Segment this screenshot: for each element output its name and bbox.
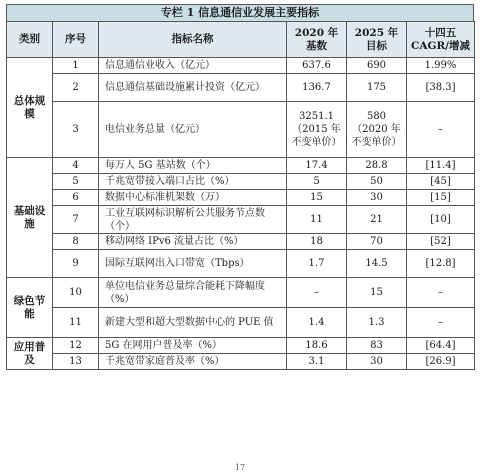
indicator-table (6, 21, 475, 370)
name-cell: 信息通信基础设施累计投资（亿元） (99, 74, 287, 102)
header-row (7, 22, 475, 58)
number-cell: 11 (53, 308, 99, 338)
header-cagr-change: 十四五 CAGR/增减 (407, 22, 475, 58)
change-cell: – (407, 278, 475, 308)
target-cell: 30 (347, 354, 407, 370)
table-row (7, 158, 475, 174)
target-cell: 83 (347, 338, 407, 354)
number-cell: 13 (53, 354, 99, 370)
page-number: 17 (234, 463, 246, 472)
change-cell: [45] (407, 174, 475, 190)
header-number: 序号 (53, 22, 99, 58)
name-cell: 电信业务总量（亿元） (99, 102, 287, 158)
change-cell: – (407, 102, 475, 158)
header-category: 类别 (7, 22, 53, 58)
number-cell: 1 (53, 58, 99, 74)
base-cell: 3.1 (287, 354, 347, 370)
base-cell: 3251.1（2015 年不变单价） (287, 102, 347, 158)
target-cell: 690 (347, 58, 407, 74)
header-2025-target: 2025 年目标 (347, 22, 407, 58)
name-cell: 移动网络 IPv6 流量占比（%） (99, 234, 287, 250)
base-cell: – (287, 278, 347, 308)
target-cell: 28.8 (347, 158, 407, 174)
base-cell: 17.4 (287, 158, 347, 174)
table-row (7, 354, 475, 370)
target-cell: 580（2020 年不变单价） (347, 102, 407, 158)
base-cell: 5 (287, 174, 347, 190)
table-caption: 专栏 1 信息通信业发展主要指标 (6, 4, 474, 21)
number-cell: 7 (53, 206, 99, 234)
table-row (7, 190, 475, 206)
change-cell: [15] (407, 190, 475, 206)
change-cell: 1.99% (407, 58, 475, 74)
base-cell: 637.6 (287, 58, 347, 74)
change-cell: [64.4] (407, 338, 475, 354)
table-row (7, 250, 475, 278)
header-2020-base: 2020 年基数 (287, 22, 347, 58)
target-cell: 14.5 (347, 250, 407, 278)
number-cell: 9 (53, 250, 99, 278)
target-cell: 70 (347, 234, 407, 250)
table-row (7, 278, 475, 308)
target-cell: 15 (347, 278, 407, 308)
table-row (7, 58, 475, 74)
table-row (7, 102, 475, 158)
name-cell: 每万人 5G 基站数（个） (99, 158, 287, 174)
base-cell: 18.6 (287, 338, 347, 354)
table-row (7, 74, 475, 102)
target-cell: 1.3 (347, 308, 407, 338)
category-cell: 总体规模 (7, 58, 53, 158)
target-cell: 175 (347, 74, 407, 102)
table-row (7, 338, 475, 354)
change-cell: – (407, 308, 475, 338)
change-cell: [10] (407, 206, 475, 234)
table-row (7, 308, 475, 338)
base-cell: 15 (287, 190, 347, 206)
name-cell: 国际互联网出入口带宽（Tbps） (99, 250, 287, 278)
number-cell: 4 (53, 158, 99, 174)
category-cell: 绿色节能 (7, 278, 53, 338)
number-cell: 6 (53, 190, 99, 206)
category-cell: 基础设施 (7, 158, 53, 278)
number-cell: 5 (53, 174, 99, 190)
table-row (7, 174, 475, 190)
category-cell: 应用普及 (7, 338, 53, 370)
base-cell: 136.7 (287, 74, 347, 102)
name-cell: 工业互联网标识解析公共服务节点数（个） (99, 206, 287, 234)
header-indicator-name: 指标名称 (99, 22, 287, 58)
name-cell: 数据中心标准机架数（万） (99, 190, 287, 206)
name-cell: 千兆宽带家庭普及率（%） (99, 354, 287, 370)
base-cell: 1.7 (287, 250, 347, 278)
name-cell: 单位电信业务总量综合能耗下降幅度（%） (99, 278, 287, 308)
change-cell: [38.3] (407, 74, 475, 102)
number-cell: 10 (53, 278, 99, 308)
table-row (7, 234, 475, 250)
table-row (7, 206, 475, 234)
change-cell: [11.4] (407, 158, 475, 174)
indicator-table-panel (6, 4, 474, 370)
name-cell: 信息通信业收入（亿元） (99, 58, 287, 74)
name-cell: 千兆宽带接入端口占比（%） (99, 174, 287, 190)
target-cell: 50 (347, 174, 407, 190)
change-cell: [26.9] (407, 354, 475, 370)
base-cell: 18 (287, 234, 347, 250)
base-cell: 11 (287, 206, 347, 234)
change-cell: [52] (407, 234, 475, 250)
target-cell: 30 (347, 190, 407, 206)
base-cell: 1.4 (287, 308, 347, 338)
number-cell: 3 (53, 102, 99, 158)
name-cell: 5G 在网用户普及率（%） (99, 338, 287, 354)
change-cell: [12.8] (407, 250, 475, 278)
number-cell: 8 (53, 234, 99, 250)
target-cell: 21 (347, 206, 407, 234)
number-cell: 12 (53, 338, 99, 354)
name-cell: 新建大型和超大型数据中心的 PUE 值 (99, 308, 287, 338)
number-cell: 2 (53, 74, 99, 102)
